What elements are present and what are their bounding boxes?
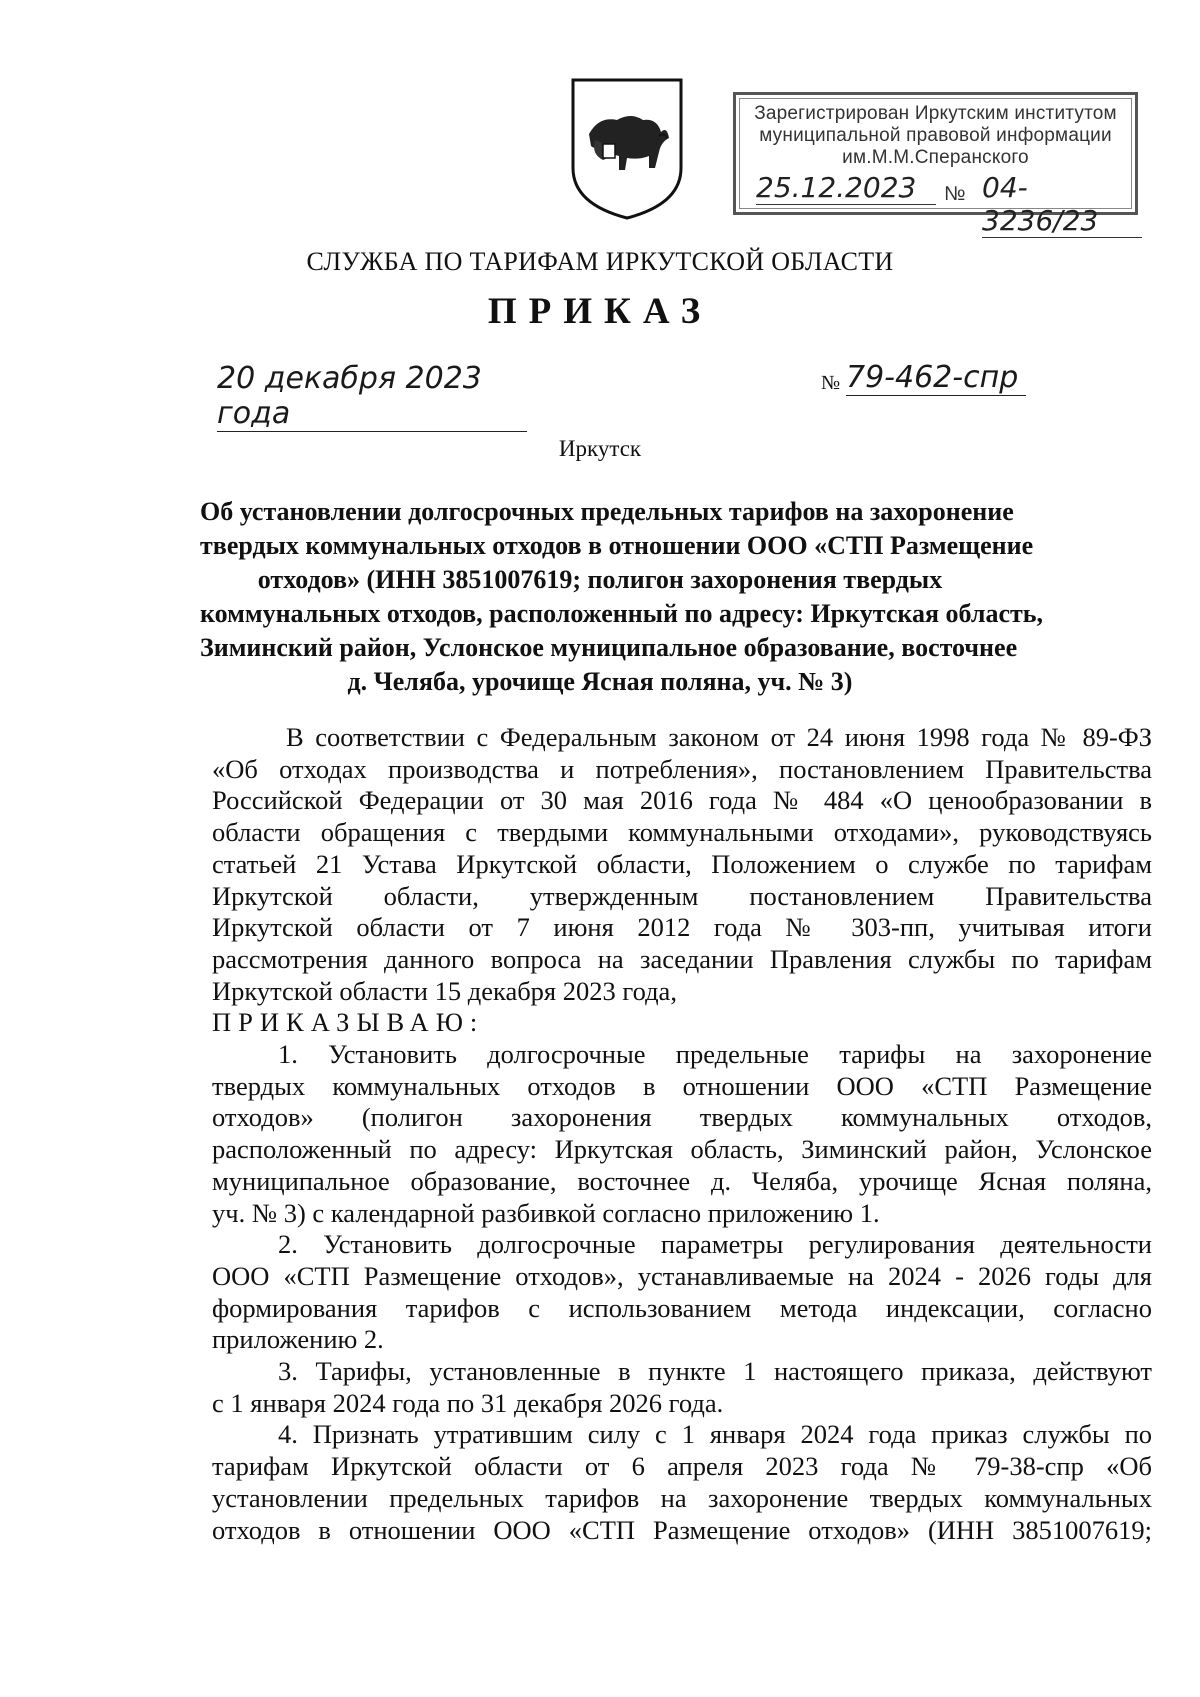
item-1-line: уч. № 3) с календарной разбивкой согласно приложению 1. [212,1197,880,1228]
preamble-line: Иркутской области 15 декабря 2023 года, [212,975,677,1006]
order-number: 79-462-спр [846,360,1026,396]
stamp-line: им.М.М.Сперанского [842,147,1029,168]
stamp-line: Зарегистрирован Иркутским институтом [754,103,1117,124]
item-1-line: твердых коммунальных отходов в отношении ООО «СТП Размещение [212,1070,1152,1101]
item-2-line: формирования тарифов с использованием метода индексации, согласно [212,1292,1152,1323]
preamble-line: области обращения с твердыми коммунальными отходами», руководствуясь [212,817,1152,848]
subject-line: Зиминский район, Услонское муниципальное образование, восточнее [200,633,1018,662]
item-2-line: ООО «СТП Размещение отходов», устанавливаемые на 2024 - 2026 годы для [212,1260,1152,1291]
item-1-line: расположенный по адресу: Иркутская область, Зиминский район, Услонское [212,1134,1152,1165]
city: Иркутск [558,436,642,461]
stamp-line: муниципальной правовой информации [759,125,1112,146]
item-4-line: 4. Признать утратившим силу с 1 января 2024 года приказ службы по [278,1419,1152,1450]
item-1-line: отходов» (полигон захоронения твердых коммунальных отходов, [212,1102,1152,1133]
decree-word: ПРИКАЗЫВАЮ: [212,1007,485,1038]
agency-name: СЛУЖБА ПО ТАРИФАМ ИРКУТСКОЙ ОБЛАСТИ [306,247,894,276]
stamp-number: 04-3236/23 [982,171,1142,238]
order-date: 20 декабря 2023 года [217,361,527,432]
order-number-label: № [821,372,841,394]
item-3-line: 3. Тарифы, установленные в пункте 1 настоящего приказа, действуют [278,1356,1152,1387]
document-type: ПРИКАЗ [487,291,713,332]
preamble-line: Российской Федерации от 30 мая 2016 года № 484 «О ценообразовании в [212,785,1152,816]
subject-line: твердых коммунальных отходов в отношении ООО «СТП Размещение [200,531,1034,560]
registration-stamp [733,92,1138,237]
subject-line: отходов» (ИНН 3851007619; полигон захоронения твердых [257,565,943,594]
preamble-line: статьей 21 Устава Иркутской области, Положением о службе по тарифам [212,848,1152,879]
item-4-line: отходов в отношении ООО «СТП Размещение отходов» (ИНН 3851007619; [212,1514,1152,1545]
preamble-line: «Об отходах производства и потребления», постановлением Правительства [212,753,1152,784]
preamble-line: Иркутской области от 7 июня 2012 года № 303-пп, учитывая итоги [212,912,1152,943]
item-2-line: 2. Установить долгосрочные параметры регулирования деятельности [278,1229,1152,1260]
order-body [212,722,1152,1546]
preamble-line: В соответствии с Федеральным законом от 24 июня 1998 года № 89-ФЗ [286,722,1152,752]
preamble-line: рассмотрения данного вопроса на заседании Правления службы по тарифам [212,943,1152,974]
subject-line: коммунальных отходов, расположенный по адресу: Иркутская область, [200,599,1044,628]
order-subject [200,495,1044,699]
stamp-date: 25.12.2023 [756,171,936,205]
stamp-number-label: № [944,183,966,205]
item-4-line: тарифам Иркутской области от 6 апреля 2023 года № 79-38-спр «Об [212,1451,1152,1482]
item-3-line: с 1 января 2024 года по 31 декабря 2026 года. [212,1387,724,1418]
item-2-line: приложению 2. [212,1324,384,1355]
subject-line: д. Челяба, урочище Ясная поляна, уч. № 3) [347,667,853,696]
item-1-line: 1. Установить долгосрочные предельные тарифы на захоронение [278,1039,1152,1070]
item-1-line: муниципальное образование, восточнее д. Челяба, урочище Ясная поляна, [212,1165,1152,1196]
subject-line: Об установлении долгосрочных предельных тарифов на захоронение [200,497,1014,526]
item-4-line: установлении предельных тарифов на захоронение твердых коммунальных [212,1482,1152,1513]
coat-of-arms-emblem [569,76,685,222]
preamble-line: Иркутской области, утвержденным постановлением Правительства [212,880,1152,911]
